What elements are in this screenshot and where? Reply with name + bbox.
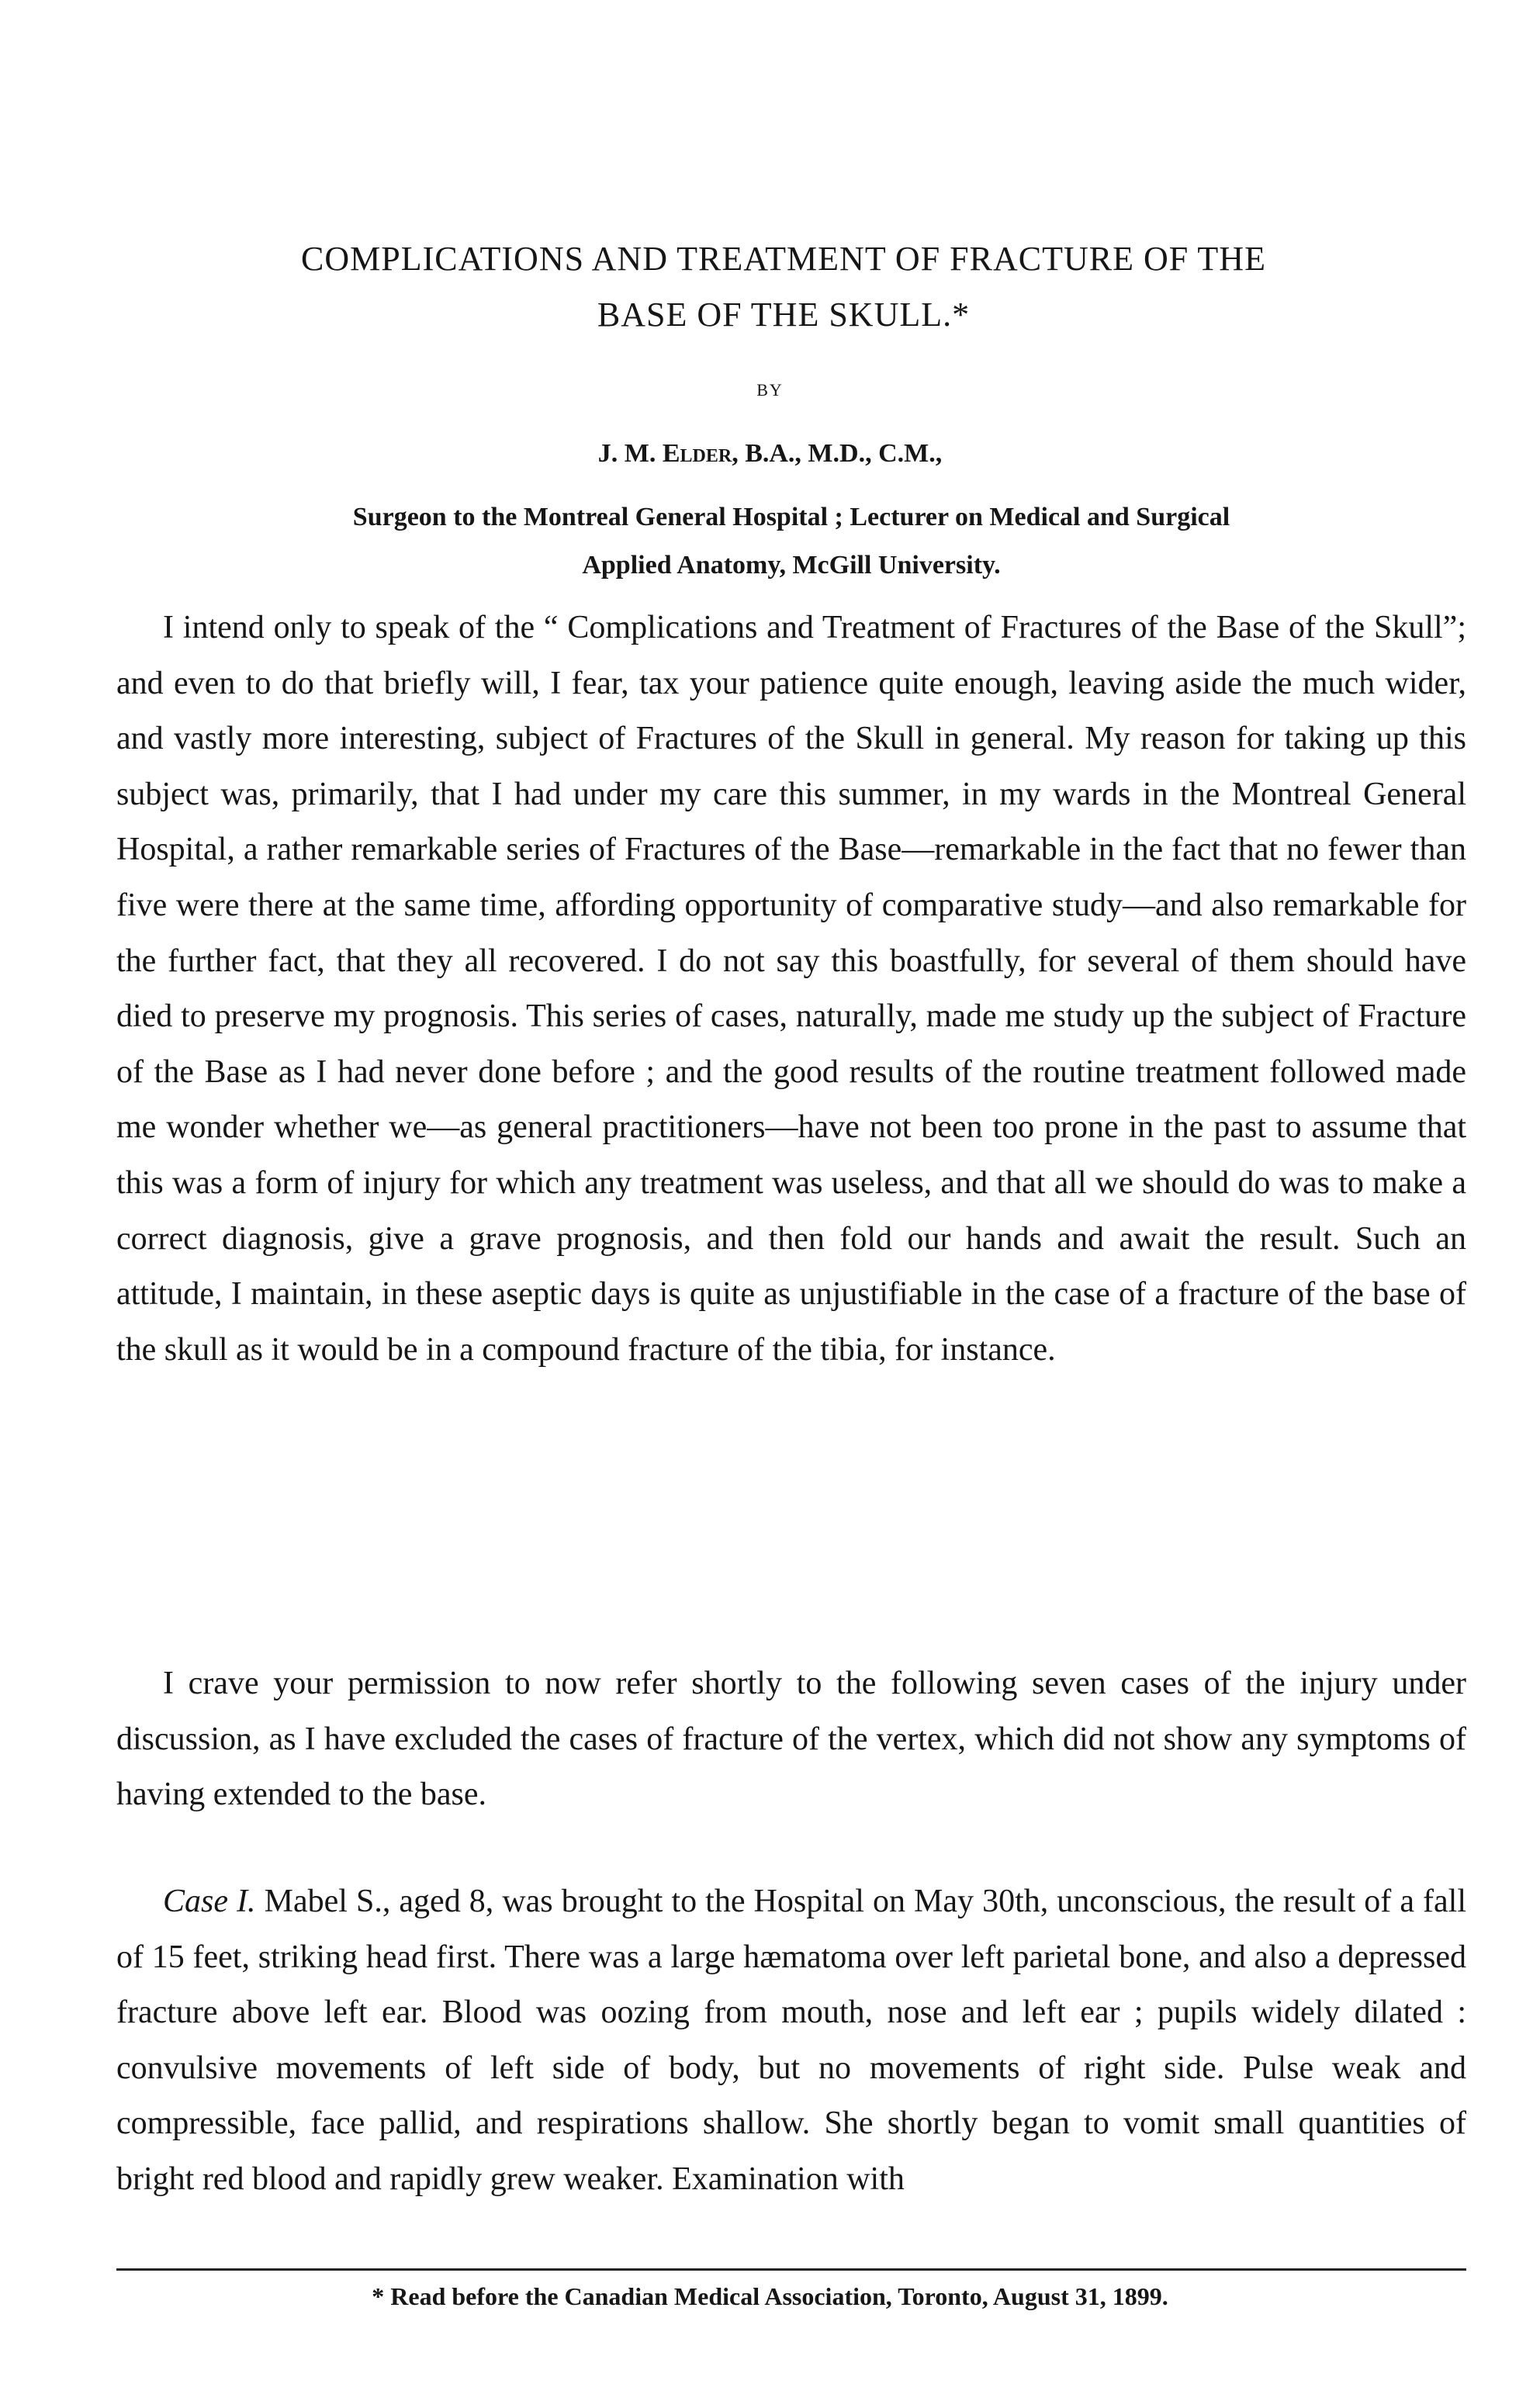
footnote-divider (116, 2268, 1466, 2271)
body-paragraph-2-text: I crave your permission to now refer shortly to the following seven cases of the injury under discussion, as I have excluded the cases of fracture of the vertex, which did not show any symptoms of having extended to the base. (116, 1666, 1466, 1813)
article-title-line-2: BASE OF THE SKULL.* (597, 296, 971, 334)
case-1-text: Mabel S., aged 8, was brought to the Hospital on May 30th, unconscious, the result of a fall of 15 feet, striking head first. There was a large hæmatoma over left parietal bone, and also a depressed fracture above left ear. Blood was oozing from mouth, nose and left ear ; pupils widely dilated : convulsive movements of left side of body, but no movements of right side. Pulse weak and compressible, face pallid, and respirations shallow. She shortly began to vomit small quantities of bright red blood and rapidly grew weaker. Examination with (116, 1884, 1466, 2197)
body-paragraph-2 (116, 1656, 1466, 1823)
author-affiliation-line-1: Surgeon to the Montreal General Hospital ; Lecturer on Medical and Surgical (352, 503, 1230, 531)
author-degrees: , B.A., M.D., C.M., (732, 439, 943, 468)
body-paragraph-1 (116, 600, 1466, 1378)
author-line (0, 439, 1540, 469)
case-1-paragraph (116, 1874, 1466, 2208)
author-affiliation-line-2: Applied Anatomy, McGill University. (582, 551, 1001, 579)
author-name: J. M. Elder (597, 439, 732, 468)
byline-label: BY (756, 380, 784, 400)
article-title-line-1: COMPLICATIONS AND TREATMENT OF FRACTURE OF THE (301, 240, 1266, 278)
case-1-label: Case I. (163, 1884, 256, 1919)
footnote: * Read before the Canadian Medical Association, Toronto, August 31, 1899. (372, 2282, 1168, 2310)
body-paragraph-1-text: I intend only to speak of the “ Complications and Treatment of Fractures of the Base of the Skull”; and even to do that briefly will, I fear, tax your patience quite enough, leaving aside the much wider, and vastly more interesting, subject of Fractures of the Skull in general. My reason for taking up this subject was, primarily, that I had under my care this summer, in my wards in the Montreal General Hospital, a rather remarkable series of Fractures of the Base—remarkable in the fact that no fewer than five were there at the same time, affording opportunity of comparative study—and also remarkable for the further fact, that they all recovered. I do not say this boastfully, for several of them should have died to preserve my prognosis. This series of cases, naturally, made me study up the subject of Fracture of the Base as I had never done before ; and the good results of the routine treatment followed made me wonder whether we—as general practitioners—have not been too prone in the past to assume that this was a form of injury for which any treatment was useless, and that all we should do was to make a correct diagnosis, give a grave prognosis, and then fold our hands and await the result. Such an attitude, I maintain, in these aseptic days is quite as unjustifiable in the case of a fracture of the base of the skull as it would be in a compound fracture of the tibia, for instance. (116, 610, 1466, 1368)
